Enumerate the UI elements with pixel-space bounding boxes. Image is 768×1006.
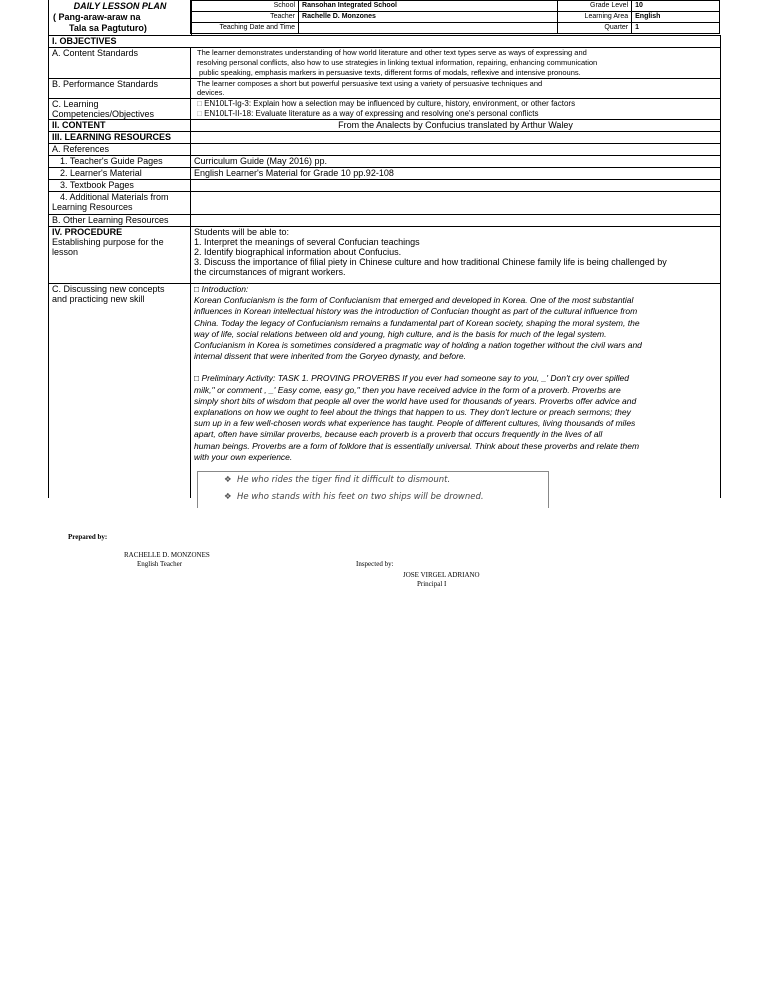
inspected-by-title: Principal I [417,580,447,588]
teacher-value: Rachelle D. Monzones [299,12,558,23]
teachers-guide-label: 1. Teacher's Guide Pages [49,156,191,168]
learning-area-value: English [632,12,720,23]
quarter-label: Quarter [558,23,632,34]
diamond-bullet-icon: ❖ [224,475,232,485]
content-row [49,120,721,132]
procedure-label-cell: IV. PROCEDURE Establishing purpose for the lesson [49,227,191,284]
resources-heading: III. LEARNING RESOURCES [49,132,191,144]
bullet-icon: □ [194,373,200,384]
discussing-concepts-label: C. Discussing new concepts and practicing new skill [49,284,191,499]
teachers-guide-row [49,156,721,168]
learners-material-value: English Learner's Material for Grade 10 pp.92-108 [191,168,721,180]
diamond-bullet-icon: ❖ [224,492,232,502]
teachers-guide-value: Curriculum Guide (May 2016) pp. [191,156,721,168]
header-info-table [190,0,720,34]
teaching-date-value [299,23,558,34]
proverb-item: ❖ He who stands with his feet on two ships will be drowned. [224,492,484,502]
checkbox-icon: □ [197,99,202,108]
purpose-text: Students will be able to: 1. Interpret the meanings of several Confucian teachings 2. Identify biographical information about Confucius. 3. Discuss the importance of filial piety in Chinese culture and how traditional Chinese family life is being challenged by the circumstances of migrant workers. [191,227,721,284]
prepared-by-label: Prepared by: [68,533,108,541]
procedure-heading: IV. PROCEDURE [52,227,123,237]
content-heading: II. CONTENT [49,120,191,132]
discussing-concepts-row [49,284,721,499]
proverb-box [197,471,549,508]
lesson-plan-title: DAILY LESSON PLAN [73,1,167,11]
teacher-label: Teacher [191,12,299,23]
teaching-date-label: Teaching Date and Time [191,23,299,34]
additional-materials-label: 4. Additional Materials from Learning Resources [49,192,191,215]
textbook-pages-value [191,180,721,192]
learners-material-label: 2. Learner's Material [49,168,191,180]
proverb-item: ❖ He who rides the tiger find it difficult to dismount. [224,475,451,485]
lesson-plan-subtitle-1: ( Pang-araw-araw na [53,12,141,22]
grade-label: Grade Level [558,1,632,12]
discussing-concepts-text: □ Introduction: Korean Confucianism is the form of Confucianism that emerged and developed in Korea. One of the most substantial influences in Korean intellectual history was the introduction of Confucian thought as part of the cultural influence from China. Today the legacy of Confucianism remains a fundamental part of Korean society, shaping the moral system, the way of life, social relations between old and young, high culture, and is the basis for much of the legal system. Confucianism in Korea is sometimes considered a pragmatic way of holding a nation together without the civil wars and internal dissent that were inherited from the Goryeo dynasty, and before. □ Preliminary Activity: TASK 1. PROVING PROVERBS If you ever had someone say to you, _' Don't cry over spilled milk,'' or comment , _' Easy come, easy go,'' then you have received advice in the form of a proverb. Proverbs are simply short bits of wisdom that people all over the world have used for thousands of years. Proverbs offer advice and explanations on how we ought to feel about the things that happen to us. They don't lecture or preach sermons; they sum up in a few well-chosen words what experience has taught. People of different cultures, living thousands of miles apart, often have similar proverbs, because each proverb is a proverb that occurs frequently in the lives of all human beings. Proverbs are a form of folklore that is essentially universal. Think about these proverbs and relate them with your own experience. [191,284,721,499]
competencies-row [49,99,721,120]
prepared-by-name: RACHELLE D. MONZONES [124,551,210,559]
procedure-row [49,227,721,284]
bullet-icon: □ [194,284,200,294]
learners-material-row [49,168,721,180]
competencies-label: C. Learning Competencies/Objectives [49,99,191,120]
prepared-by-title: English Teacher [137,560,183,568]
performance-standards-row [49,79,721,99]
inspected-by-label: Inspected by: [356,560,394,568]
references-row [49,144,721,156]
performance-standards-text: The learner composes a short but powerful persuasive text using a variety of persuasive techniques and devices. [191,79,721,99]
objectives-heading: I. OBJECTIVES [49,36,721,48]
textbook-pages-label: 3. Textbook Pages [49,180,191,192]
content-standards-row [49,48,721,79]
introduction-heading: Introduction: [201,284,249,294]
content-standards-label: A. Content Standards [49,48,191,79]
school-value: Ransohan Integrated School [299,1,558,12]
inspected-by-name: JOSE VIRGEL ADRIANO [403,571,480,579]
textbook-pages-row [49,180,721,192]
lesson-plan-subtitle-2: Tala sa Pagtuturo) [69,23,147,33]
content-value: From the Analects by Confucius translated by Arthur Waley [191,120,721,132]
lesson-plan-title-block [48,0,192,35]
resources-row [49,132,721,144]
content-standards-text: The learner demonstrates understanding of how world literature and other text types serve as ways of expressing and resolving personal conflicts, also how to use strategies in linking textual information, repairing, enhancing communication public speaking, emphasis markers in persuasive texts, different forms of modals, reflexive and intensive pronouns. [191,48,721,79]
school-label: School [191,1,299,12]
performance-standards-label: B. Performance Standards [49,79,191,99]
other-resources-row [49,215,721,227]
competencies-text: □ EN10LT-Ig-3: Explain how a selection may be influenced by culture, history, environment, or other factors □ EN10LT-II-18: Evaluate literature as a way of expressing and resolving one's personal conflicts [191,99,721,120]
references-label: A. References [49,144,191,156]
learning-area-label: Learning Area [558,12,632,23]
grade-value: 10 [632,1,720,12]
quarter-value: 1 [632,23,720,34]
other-resources-label: B. Other Learning Resources [49,215,191,227]
objectives-row [49,36,721,48]
additional-materials-row [49,192,721,215]
checkbox-icon: □ [197,109,202,118]
lesson-plan-table [48,35,721,498]
